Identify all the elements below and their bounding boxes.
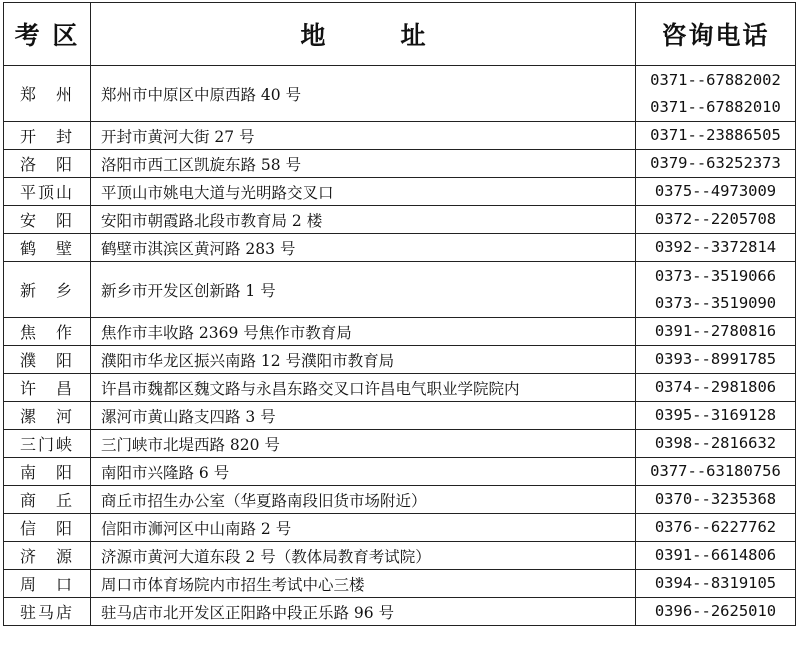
phone-cell bbox=[636, 458, 796, 486]
table-row bbox=[4, 402, 796, 430]
table-row bbox=[4, 598, 796, 626]
phone-number: 0374--2981806 bbox=[654, 378, 777, 396]
table-row bbox=[4, 458, 796, 486]
region-cell: 信 阳 bbox=[4, 514, 91, 542]
phone-cell bbox=[636, 402, 796, 430]
table-row bbox=[4, 66, 796, 122]
exam-office-table bbox=[3, 2, 796, 626]
header-address: 地 址 bbox=[91, 3, 636, 66]
region-cell: 洛 阳 bbox=[4, 150, 91, 178]
phone-cell bbox=[636, 66, 796, 122]
phone-cell bbox=[636, 486, 796, 514]
phone-cell bbox=[636, 234, 796, 262]
phone-number: 0373--3519066 bbox=[654, 266, 777, 285]
address-cell: 焦作市丰收路 2369 号焦作市教育局 bbox=[91, 318, 636, 346]
address-cell: 鹤壁市淇滨区黄河路 283 号 bbox=[91, 234, 636, 262]
phone-cell bbox=[636, 262, 796, 318]
phone-number: 0398--2816632 bbox=[654, 434, 777, 452]
phone-cell bbox=[636, 346, 796, 374]
table-row bbox=[4, 178, 796, 206]
phone-number: 0376--6227762 bbox=[654, 518, 777, 536]
table-row bbox=[4, 262, 796, 318]
region-cell: 郑 州 bbox=[4, 66, 91, 122]
table-row bbox=[4, 150, 796, 178]
phone-number: 0370--3235368 bbox=[654, 490, 777, 508]
header-phone: 咨询电话 bbox=[636, 3, 796, 66]
header-row bbox=[4, 3, 796, 66]
address-cell: 濮阳市华龙区振兴南路 12 号濮阳市教育局 bbox=[91, 346, 636, 374]
region-cell: 平顶山 bbox=[4, 178, 91, 206]
phone-number: 0396--2625010 bbox=[654, 602, 777, 620]
address-cell: 周口市体育场院内市招生考试中心三楼 bbox=[91, 570, 636, 598]
region-cell: 安 阳 bbox=[4, 206, 91, 234]
phone-number: 0371--67882010 bbox=[650, 97, 781, 116]
address-cell: 新乡市开发区创新路 1 号 bbox=[91, 262, 636, 318]
phone-cell bbox=[636, 374, 796, 402]
phone-number: 0392--3372814 bbox=[654, 238, 777, 256]
header-region: 考 区 bbox=[4, 3, 91, 66]
address-cell: 南阳市兴隆路 6 号 bbox=[91, 458, 636, 486]
phone-cell bbox=[636, 178, 796, 206]
region-cell: 南 阳 bbox=[4, 458, 91, 486]
phone-number: 0391--2780816 bbox=[654, 322, 777, 340]
phone-number: 0373--3519090 bbox=[654, 293, 777, 312]
region-cell: 许 昌 bbox=[4, 374, 91, 402]
address-cell: 郑州市中原区中原西路 40 号 bbox=[91, 66, 636, 122]
table-row bbox=[4, 514, 796, 542]
phone-number: 0372--2205708 bbox=[654, 210, 777, 228]
region-cell: 漯 河 bbox=[4, 402, 91, 430]
address-cell: 济源市黄河大道东段 2 号（教体局教育考试院） bbox=[91, 542, 636, 570]
phone-number: 0395--3169128 bbox=[654, 406, 777, 424]
table-row bbox=[4, 206, 796, 234]
phone-number: 0393--8991785 bbox=[654, 350, 777, 368]
address-cell: 驻马店市北开发区正阳路中段正乐路 96 号 bbox=[91, 598, 636, 626]
region-cell: 焦 作 bbox=[4, 318, 91, 346]
region-cell: 鹤 壁 bbox=[4, 234, 91, 262]
table-row bbox=[4, 374, 796, 402]
table-row bbox=[4, 542, 796, 570]
address-cell: 漯河市黄山路支四路 3 号 bbox=[91, 402, 636, 430]
region-cell: 三门峡 bbox=[4, 430, 91, 458]
region-cell: 濮 阳 bbox=[4, 346, 91, 374]
region-cell: 新 乡 bbox=[4, 262, 91, 318]
table-row bbox=[4, 486, 796, 514]
region-cell: 周 口 bbox=[4, 570, 91, 598]
address-cell: 开封市黄河大街 27 号 bbox=[91, 122, 636, 150]
phone-number: 0391--6614806 bbox=[654, 546, 777, 564]
table-row bbox=[4, 234, 796, 262]
phone-cell bbox=[636, 514, 796, 542]
region-cell: 开 封 bbox=[4, 122, 91, 150]
address-cell: 许昌市魏都区魏文路与永昌东路交叉口许昌电气职业学院院内 bbox=[91, 374, 636, 402]
region-cell: 济 源 bbox=[4, 542, 91, 570]
table-row bbox=[4, 318, 796, 346]
address-cell: 安阳市朝霞路北段市教育局 2 楼 bbox=[91, 206, 636, 234]
phone-cell bbox=[636, 318, 796, 346]
table-row bbox=[4, 570, 796, 598]
table-row bbox=[4, 346, 796, 374]
phone-cell bbox=[636, 570, 796, 598]
phone-cell bbox=[636, 430, 796, 458]
address-cell: 洛阳市西工区凯旋东路 58 号 bbox=[91, 150, 636, 178]
address-cell: 平顶山市姚电大道与光明路交叉口 bbox=[91, 178, 636, 206]
phone-number: 0379--63252373 bbox=[650, 154, 781, 172]
table-body bbox=[4, 66, 796, 626]
phone-cell bbox=[636, 542, 796, 570]
phone-number: 0394--8319105 bbox=[654, 574, 777, 592]
phone-number: 0377--63180756 bbox=[650, 462, 781, 480]
region-cell: 驻马店 bbox=[4, 598, 91, 626]
table-row bbox=[4, 430, 796, 458]
address-cell: 三门峡市北堤西路 820 号 bbox=[91, 430, 636, 458]
address-cell: 信阳市浉河区中山南路 2 号 bbox=[91, 514, 636, 542]
phone-cell bbox=[636, 598, 796, 626]
region-cell: 商 丘 bbox=[4, 486, 91, 514]
address-cell: 商丘市招生办公室（华夏路南段旧货市场附近） bbox=[91, 486, 636, 514]
phone-number: 0371--23886505 bbox=[650, 126, 781, 144]
phone-cell bbox=[636, 122, 796, 150]
phone-number: 0375--4973009 bbox=[654, 182, 777, 200]
table-row bbox=[4, 122, 796, 150]
phone-cell bbox=[636, 150, 796, 178]
phone-cell bbox=[636, 206, 796, 234]
phone-number: 0371--67882002 bbox=[650, 70, 781, 89]
